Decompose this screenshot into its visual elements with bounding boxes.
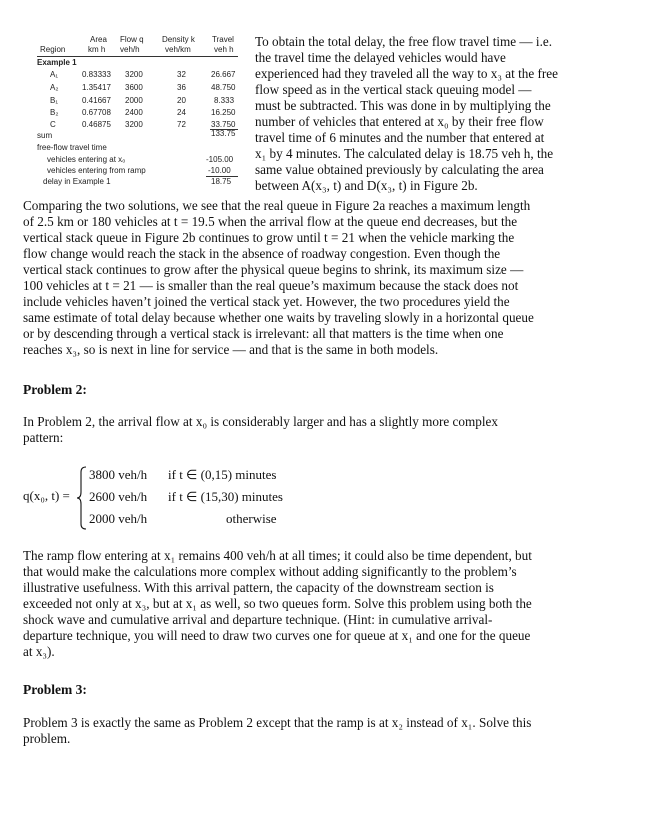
header-region: Region — [40, 45, 66, 54]
problem3-line: problem. — [23, 731, 71, 746]
problem2-line: exceeded not only at x₃, but at x₁ as well, so two queues form. Solve this problem using both the — [23, 596, 532, 611]
body-line: flow change would reach the stack in the absence of roadway congestion. Even though the — [23, 246, 501, 261]
problem2-heading: Problem 2: — [23, 382, 87, 397]
body-line: include vehicles haven’t joined the vertical stack yet. However, the two procedures yield the — [23, 294, 510, 309]
side-line: To obtain the total delay, the free flow travel time — i.e. — [255, 34, 553, 49]
header-travel: Travel — [212, 35, 234, 44]
row-area: 0.46875 — [82, 120, 111, 129]
sum-label: sum — [37, 131, 53, 140]
side-paragraph — [255, 34, 585, 194]
row-area: 1.35417 — [82, 83, 111, 92]
body-line: reaches x₃, so is next in line for service — and that is the same in both models. — [23, 342, 439, 357]
row-density: 36 — [177, 83, 186, 92]
free-flow-label: free-flow travel time — [37, 143, 107, 152]
row-travel: 33.750 — [211, 120, 236, 129]
body-line: vertical stack continues to grow after the physical queue begins to shrink, its maximum size — — [23, 262, 524, 277]
delay-value: 18.75 — [211, 177, 232, 186]
body-line: Comparing the two solutions, we see that the real queue in Figure 2a reaches a maximum length — [23, 198, 531, 213]
equation-brace — [76, 466, 88, 530]
problem2-line: departure technique, you will need to draw two curves one for queue at x₁ and one for the queue — [23, 628, 531, 643]
side-line: experienced had they traveled all the way to x₃ at the free — [255, 66, 559, 81]
problem2-line: shock wave and cumulative arrival and departure technique. (Hint: in cumulative arrival- — [23, 612, 493, 627]
case-condition: if t ∈ (0,15) minutes — [168, 467, 277, 482]
row-region: B₂ — [50, 108, 59, 117]
delay-label: delay in Example 1 — [43, 177, 111, 186]
row-region: B₁ — [50, 96, 59, 105]
ramp-label: vehicles entering from ramp — [47, 166, 146, 175]
case-condition: if t ∈ (15,30) minutes — [168, 489, 283, 504]
problem2-intro — [23, 414, 588, 446]
example-label: Example 1 — [37, 58, 77, 67]
sum-value: 133.75 — [211, 129, 236, 138]
side-line: flow speed as in the vertical stack queuing model — — [255, 82, 532, 97]
header-area-unit: km h — [88, 45, 106, 54]
row-region: A₂ — [50, 83, 59, 92]
entering-x0-value: -105.00 — [206, 155, 234, 164]
row-flow: 2400 — [125, 108, 143, 117]
row-area: 0.83333 — [82, 70, 111, 79]
row-travel: 16.250 — [211, 108, 236, 117]
row-density: 72 — [177, 120, 186, 129]
intro-line: In Problem 2, the arrival flow at x₀ is considerably larger and has a slightly more complex — [23, 414, 498, 429]
intro-line: pattern: — [23, 430, 64, 445]
body-paragraph — [23, 198, 588, 358]
problem3-line: Problem 3 is exactly the same as Problem 2 except that the ramp is at x₂ instead of x₁. Solve this — [23, 715, 532, 730]
problem2-text — [23, 548, 588, 660]
header-travel-unit: veh h — [214, 45, 234, 54]
row-travel: 48.750 — [211, 83, 236, 92]
problem3-heading: Problem 3: — [23, 682, 87, 697]
problem2-line: at x₃). — [23, 644, 55, 659]
equation-lhs: q(x₀, t) = — [23, 488, 70, 503]
header-density: Density k — [162, 35, 195, 44]
body-line: vertical stack queue in Figure 2b continues to grow until t = 21 when the vehicle marking the — [23, 230, 515, 245]
entering-x0-label: vehicles entering at x₀ — [47, 155, 126, 164]
row-density: 32 — [177, 70, 186, 79]
problem2-line: The ramp flow entering at x₁ remains 400 veh/h at all times; it could also be time dependent, but — [23, 548, 532, 563]
header-flow-unit: veh/h — [120, 45, 140, 54]
row-density: 20 — [177, 96, 186, 105]
side-line: the travel time the delayed vehicles would have — [255, 50, 506, 65]
case-value: 2000 veh/h — [89, 511, 148, 526]
body-line: 100 vehicles at t = 21 — is smaller than the real queue’s maximum because the stack does not — [23, 278, 519, 293]
side-line: must be subtracted. This was done in by multiplying the — [255, 98, 551, 113]
side-line: x₁ by 4 minutes. The calculated delay is 18.75 veh h, the — [255, 146, 554, 161]
side-line: same value obtained previously by calculating the area — [255, 162, 544, 177]
body-line: or by descending through a vertical stack is irrelevant: all that matters is the time when one — [23, 326, 504, 341]
row-flow: 3200 — [125, 120, 143, 129]
row-travel: 26.667 — [211, 70, 236, 79]
header-density-unit: veh/km — [165, 45, 191, 54]
row-flow: 3200 — [125, 70, 143, 79]
case-condition: otherwise — [226, 511, 277, 526]
case-value: 3800 veh/h — [89, 467, 148, 482]
row-area: 0.41667 — [82, 96, 111, 105]
case-value: 2600 veh/h — [89, 489, 148, 504]
row-density: 24 — [177, 108, 186, 117]
row-travel: 8.333 — [214, 96, 235, 105]
side-line: travel time of 6 minutes and the number that entered at — [255, 130, 545, 145]
header-area: Area — [90, 35, 107, 44]
body-line: same estimate of total delay because whether one waits by traveling slowly in a horizontal queue — [23, 310, 534, 325]
row-flow: 2000 — [125, 96, 143, 105]
problem2-line: illustrative usefulness. With this arrival pattern, the capacity of the downstream section is — [23, 580, 494, 595]
row-flow: 3600 — [125, 83, 143, 92]
row-region: A₁ — [50, 70, 59, 79]
header-rule — [37, 56, 238, 57]
row-region: C — [50, 120, 56, 129]
header-flow: Flow q — [120, 35, 144, 44]
side-line: between A(x₃, t) and D(x₃, t) in Figure 2b. — [255, 178, 478, 193]
problem3-text — [23, 715, 588, 747]
body-line: of 2.5 km or 180 vehicles at t = 19.5 when the arrival flow at the queue end decreases, but the — [23, 214, 518, 229]
row-area: 0.67708 — [82, 108, 111, 117]
ramp-value: -10.00 — [208, 166, 231, 175]
problem2-line: that would make the calculations more complex without adding significantly to the problem’s — [23, 564, 517, 579]
side-line: number of vehicles that entered at x₀ by their free flow — [255, 114, 544, 129]
